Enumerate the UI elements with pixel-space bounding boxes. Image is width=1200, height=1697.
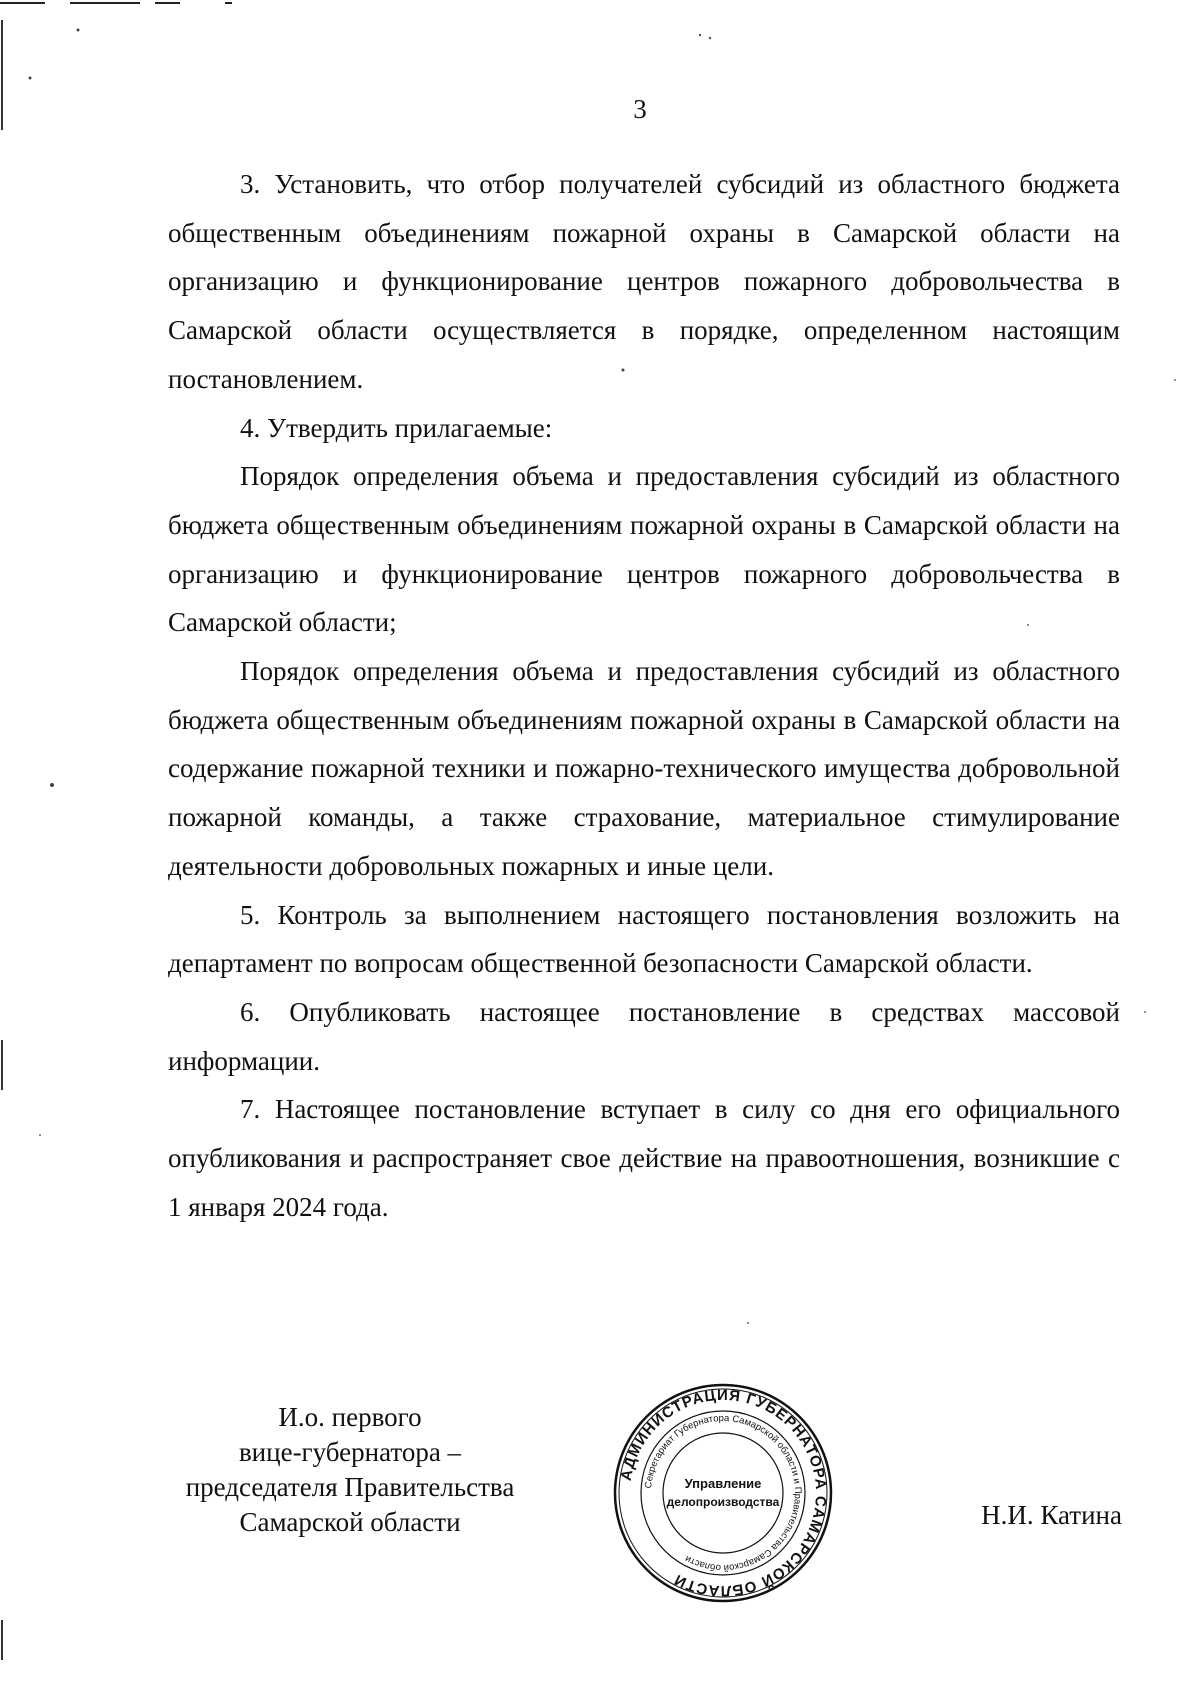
paragraph-5: 5. Контроль за выполнением настоящего постановления возложить на департамент по вопросам общественной безопасности Самарской области. bbox=[168, 899, 1120, 979]
signatory-position-line-1: И.о. первого bbox=[278, 1402, 422, 1432]
paragraph-4-item-2: Порядок определения объема и предоставления субсидий из областного бюджета общественным объединениям пожарной охраны в Самарской области на содержание пожарной техники и пожарно-технического имущества добровольной пожарной команды, а также страхование, материальное стимулирование деятельности добровольных пожарных и иные цели. bbox=[168, 656, 1120, 881]
seal-outer-text: АДМИНИСТРАЦИЯ ГУБЕРНАТОРА САМАРСКОЙ ОБЛАСТИ bbox=[617, 1386, 830, 1600]
page-number: 3 bbox=[633, 94, 647, 124]
official-seal bbox=[612, 1382, 834, 1604]
paragraph-3: 3. Установить, что отбор получателей субсидий из областного бюджета общественным объединениям пожарной охраны в Самарской области на организацию и функционирование центров пожарного добровольчества в Самарской области осуществляется в порядке, определенном настоящим постановлением. bbox=[168, 169, 1120, 394]
paragraph-4-item-1: Порядок определения объема и предоставления субсидий из областного бюджета общественным объединениям пожарной охраны в Самарской области на организацию и функционирование центров пожарного добровольчества в Самарской области; bbox=[168, 461, 1120, 638]
signatory-name: Н.И. Катина bbox=[981, 1500, 1122, 1530]
seal-center-line-2: делопроизводства bbox=[666, 1495, 780, 1509]
signatory-position-line-4: Самарской области bbox=[239, 1507, 461, 1537]
paragraph-4: 4. Утвердить прилагаемые: bbox=[240, 412, 553, 443]
signatory-position-line-3: председателя Правительства bbox=[185, 1472, 515, 1502]
signatory-position-line-2: вице-губернатора – bbox=[238, 1437, 462, 1467]
document-body bbox=[168, 160, 1120, 1231]
paragraph-6: 6. Опубликовать настоящее постановление в средствах массовой информации. bbox=[168, 996, 1120, 1076]
svg-text:Секретариат Губернатора Самарс bbox=[643, 1413, 803, 1573]
seal-inner-text: Секретариат Губернатора Самарской области и Правительства Самарской области bbox=[643, 1412, 804, 1574]
signatory-position bbox=[160, 1400, 540, 1540]
paragraph-7: 7. Настоящее постановление вступает в силу со дня его официального опубликования и распространяет свое действие на правоотношения, возникшие с 1 января 2024 года. bbox=[168, 1094, 1120, 1222]
seal-center-line-1: Управление bbox=[684, 1476, 762, 1491]
